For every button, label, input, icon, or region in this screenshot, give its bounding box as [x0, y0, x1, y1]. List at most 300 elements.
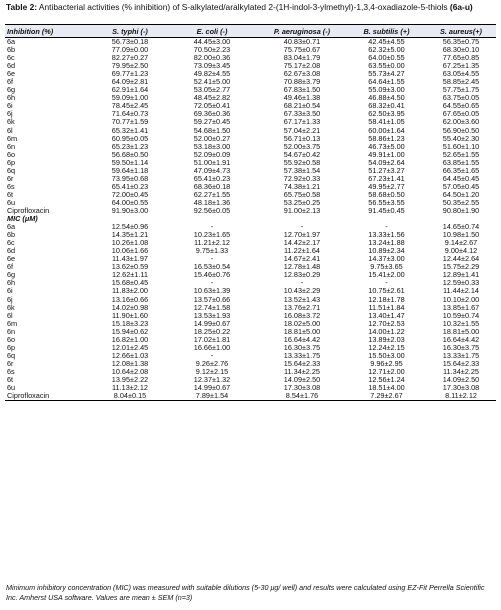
- row-label-cell: 6p: [7, 342, 16, 352]
- value-cell: 10.23±1.65: [193, 230, 231, 240]
- value-cell: 12.78±1.48: [283, 262, 321, 272]
- row-label-cell: 6e: [7, 69, 16, 79]
- value-cell: 68.32±0.41: [368, 101, 405, 111]
- value-cell: 70.50±2.23: [193, 45, 231, 55]
- value-cell: 13.53±1.93: [193, 310, 231, 320]
- table-row: [5, 392, 496, 401]
- value-cell: 11.22±1.64: [284, 246, 320, 256]
- value-cell: 13.57±0.66: [193, 294, 231, 304]
- row-label-cell: 6q: [7, 350, 16, 360]
- value-cell: 52.09±0.09: [193, 149, 231, 159]
- table-row: [5, 110, 496, 118]
- value-cell: 65.41±0.23: [111, 181, 149, 191]
- row-label-cell: 6d: [7, 246, 16, 256]
- table-row: [5, 336, 496, 344]
- row-label-cell: 6f: [7, 77, 14, 87]
- value-cell: 75.17±2.08: [283, 61, 321, 71]
- value-cell: 10.64±2.08: [111, 366, 149, 376]
- row-label-cell: 6o: [7, 149, 16, 159]
- row-label-cell: 6k: [7, 302, 15, 312]
- value-cell: 15.68±0.45: [111, 278, 149, 288]
- value-cell: 15.64±2.33: [283, 358, 321, 368]
- value-cell: 15.50±3.00: [368, 350, 405, 360]
- row-label-cell: 6j: [7, 109, 13, 119]
- value-cell: 78.45±2.45: [111, 101, 149, 111]
- value-cell: 14.99±0.67: [193, 318, 231, 328]
- value-cell: 17.30±3.08: [442, 383, 480, 393]
- value-cell: 12.01±2.45: [111, 342, 149, 352]
- table-row: [5, 368, 496, 376]
- value-cell: 7.89±1.54: [167, 392, 257, 401]
- table-row: [5, 360, 496, 368]
- row-label-cell: 6u: [7, 197, 16, 207]
- value-cell: 13.95±2.22: [111, 374, 149, 384]
- value-cell: 64.45±0.45: [442, 173, 480, 183]
- table-row: [5, 384, 496, 392]
- table-row: [5, 70, 496, 78]
- value-cell: 49.95±2.77: [368, 181, 405, 191]
- row-label-cell: 6e: [7, 254, 16, 264]
- value-cell: 55.09±3.00: [368, 85, 405, 95]
- row-label-cell: 6b: [7, 230, 16, 240]
- table-row: [5, 86, 496, 94]
- table-row: [5, 263, 496, 271]
- value-cell: 71.64±0.73: [111, 109, 149, 119]
- table-header-row: [5, 25, 496, 38]
- table-row: [5, 118, 496, 126]
- value-cell: 15.18±3.23: [111, 318, 149, 328]
- value-cell: 52.65±1.55: [442, 149, 480, 159]
- value-cell: 58.68±0.50: [368, 189, 405, 199]
- value-cell: 75.75±0.67: [283, 45, 321, 55]
- value-cell: 44.45±3.00: [193, 37, 231, 47]
- table-row: [5, 287, 496, 295]
- row-label-cell: 6c: [7, 53, 15, 63]
- value-cell: 64.50±1.20: [442, 189, 480, 199]
- value-cell: 59.64±1.18: [111, 165, 149, 175]
- table-caption: [6, 2, 496, 12]
- table-row: [5, 159, 496, 167]
- value-cell: 16.82±1.00: [111, 334, 149, 344]
- row-label-cell: 6s: [7, 181, 15, 191]
- value-cell: 11.43±1.97: [112, 254, 148, 264]
- row-label-cell: 6n: [7, 326, 16, 336]
- value-cell: 83.04±1.79: [283, 53, 321, 63]
- row-label-cell: 6c: [7, 238, 15, 248]
- value-cell: 7.29±2.67: [347, 392, 426, 401]
- value-cell: 13.40±1.47: [368, 310, 405, 320]
- value-cell: 11.44±2.14: [443, 286, 479, 296]
- value-cell: 56.71±0.13: [283, 133, 321, 143]
- value-cell: 11.90±1.60: [112, 310, 148, 320]
- value-cell: 68.21±0.54: [283, 101, 321, 111]
- value-cell: 16.64±4.42: [442, 334, 480, 344]
- row-label-cell: 6d: [7, 61, 16, 71]
- table-row: [5, 127, 496, 135]
- table-row: [5, 328, 496, 336]
- row-label-cell: 6j: [7, 294, 13, 304]
- value-cell: 90.80±1.90: [442, 206, 480, 215]
- value-cell: 18.25±0.22: [193, 326, 231, 336]
- value-cell: 55.73±4.27: [368, 69, 405, 79]
- value-cell: 18.81±5.00: [442, 326, 480, 336]
- value-cell: 14.35±1.21: [111, 230, 149, 240]
- table-row: [5, 38, 496, 47]
- value-cell: 68.36±0.18: [193, 181, 231, 191]
- value-cell: 16.30±3.75: [442, 342, 480, 352]
- value-cell: 16.53±0.54: [193, 262, 231, 272]
- table-row: [5, 320, 496, 328]
- value-cell: 58.86±1.23: [368, 133, 405, 143]
- row-label-cell: 6q: [7, 165, 16, 175]
- value-cell: 65.75±0.58: [283, 189, 321, 199]
- value-cell: 8.54±1.76: [257, 392, 347, 401]
- value-cell: 10.75±2.61: [368, 286, 405, 296]
- header-b-subtilis: B. subtilis (+): [347, 25, 426, 38]
- table-row: [5, 231, 496, 239]
- table-row: [5, 102, 496, 110]
- value-cell: 72.92±0.33: [283, 173, 321, 183]
- header-inhibition: Inhibition (%): [5, 25, 93, 38]
- row-label-cell: 6g: [7, 270, 16, 280]
- value-cell: 91.90±3.00: [111, 206, 149, 215]
- table-row: [5, 62, 496, 70]
- value-cell: 10.98±1.50: [442, 230, 480, 240]
- value-cell: 60.95±0.05: [111, 133, 149, 143]
- value-cell: 60.00±1.64: [368, 125, 405, 135]
- value-cell: 77.65±0.85: [442, 53, 480, 63]
- value-cell: 9.96±2.95: [370, 358, 403, 368]
- value-cell: 16.30±3.75: [283, 342, 321, 352]
- antibacterial-table: [5, 24, 496, 401]
- table-row: [5, 167, 496, 175]
- value-cell: 12.08±1.38: [111, 358, 149, 368]
- table-row: [5, 239, 496, 247]
- value-cell: 14.09±2.50: [283, 374, 321, 384]
- value-cell: 67.33±3.50: [283, 109, 321, 119]
- table-row: [5, 175, 496, 183]
- value-cell: 73.95±0.68: [111, 173, 149, 183]
- value-cell: 10.32±1.55: [442, 318, 480, 328]
- value-cell: 50.35±2.55: [442, 197, 480, 207]
- value-cell: 15.46±0.76: [193, 270, 231, 280]
- row-label-cell: 6h: [7, 278, 16, 288]
- table-row: [5, 183, 496, 191]
- value-cell: 18.51±4.00: [368, 383, 405, 393]
- value-cell: 54.67±0.42: [283, 149, 321, 159]
- value-cell: 46.73±5.00: [368, 141, 405, 151]
- value-cell: 57.04±2.21: [283, 125, 321, 135]
- value-cell: 14.67±2.41: [283, 254, 321, 264]
- value-cell: -: [300, 278, 304, 288]
- value-cell: 10.26±1.08: [111, 238, 149, 248]
- value-cell: 12.18±1.78: [368, 294, 405, 304]
- value-cell: 92.56±0.05: [193, 206, 231, 215]
- value-cell: 67.25±1.35: [442, 61, 480, 71]
- row-label-cell: 6a: [7, 37, 16, 47]
- value-cell: 49.91±1.00: [368, 149, 405, 159]
- value-cell: 9.00±4.12: [444, 246, 478, 256]
- row-label-cell: 6t: [7, 189, 14, 199]
- row-label-cell: 6p: [7, 157, 16, 167]
- value-cell: 63.55±0.00: [368, 61, 405, 71]
- table-row: [5, 151, 496, 159]
- value-cell: 10.59±0.74: [442, 310, 480, 320]
- value-cell: 9.14±2.67: [444, 238, 478, 248]
- value-cell: 17.02±1.81: [193, 334, 231, 344]
- value-cell: 55.92±0.58: [283, 157, 321, 167]
- value-cell: 64.64±1.55: [368, 77, 405, 87]
- value-cell: -: [210, 254, 214, 264]
- value-cell: 69.77±1.23: [111, 69, 149, 79]
- value-cell: 13.33±1.75: [442, 350, 480, 360]
- mic-section-row: [5, 215, 496, 223]
- value-cell: 68.30±0.10: [442, 45, 480, 55]
- value-cell: 65.32±1.41: [111, 125, 149, 135]
- row-label-cell: 6s: [7, 366, 15, 376]
- table-row: [5, 199, 496, 207]
- value-cell: 10.10±2.00: [442, 294, 480, 304]
- value-cell: 14.42±2.17: [283, 238, 321, 248]
- value-cell: 10.43±2.29: [283, 286, 321, 296]
- value-cell: 63.75±0.05: [442, 93, 480, 103]
- table-row: [5, 344, 496, 352]
- value-cell: 12.83±0.29: [283, 270, 321, 280]
- value-cell: 12.62±1.11: [112, 270, 148, 280]
- value-cell: 66.35±1.65: [442, 165, 480, 175]
- value-cell: 91.00±2.13: [283, 206, 321, 215]
- value-cell: 56.73±0.18: [111, 37, 149, 47]
- table-row: [5, 271, 496, 279]
- value-cell: 82.00±0.36: [193, 53, 231, 63]
- value-cell: 62.50±3.95: [368, 109, 405, 119]
- value-cell: 12.44±2.64: [442, 254, 480, 264]
- row-label-cell: 6o: [7, 334, 16, 344]
- table-row: [5, 304, 496, 312]
- row-label-cell: 6m: [7, 133, 18, 143]
- value-cell: 82.27±0.27: [111, 53, 149, 63]
- value-cell: 52.00±3.75: [283, 141, 321, 151]
- value-cell: 59.50±1.14: [111, 157, 149, 167]
- table-row: [5, 191, 496, 199]
- header-p-aeruginosa: P. aeruginosa (-): [257, 25, 347, 38]
- value-cell: 56.35±0.75: [442, 37, 480, 47]
- value-cell: 62.67±3.08: [283, 69, 321, 79]
- row-label-cell: 6l: [7, 310, 13, 320]
- value-cell: 18.02±5.00: [283, 318, 321, 328]
- value-cell: 11.51±1.84: [368, 302, 405, 312]
- table-row: [5, 279, 496, 287]
- row-label-cell: Ciprofloxacin: [5, 392, 93, 401]
- value-cell: 10.06±1.66: [111, 246, 149, 256]
- value-cell: 13.16±0.66: [111, 294, 149, 304]
- caption-suffix: (6a-u): [449, 2, 473, 12]
- value-cell: 70.88±3.79: [283, 77, 321, 87]
- value-cell: 15.94±0.62: [111, 326, 149, 336]
- value-cell: 65.23±1.23: [111, 141, 149, 151]
- table-row: [5, 46, 496, 54]
- value-cell: 8.11±2.12: [426, 392, 496, 401]
- header-e-coli: E. coli (-): [167, 25, 257, 38]
- value-cell: 10.63±1.39: [193, 286, 231, 296]
- value-cell: 64.00±0.55: [111, 197, 149, 207]
- value-cell: 57.75±1.75: [442, 85, 480, 95]
- table-row: [5, 143, 496, 151]
- value-cell: 91.45±0.45: [368, 206, 405, 215]
- value-cell: 74.38±1.21: [283, 181, 321, 191]
- value-cell: 62.32±5.00: [368, 45, 405, 55]
- value-cell: 58.85±2.45: [442, 77, 480, 87]
- header-s-aureus: S. aureus(+): [426, 25, 496, 38]
- row-label-cell: 6l: [7, 125, 13, 135]
- value-cell: 51.60±1.10: [442, 141, 480, 151]
- value-cell: 56.90±0.50: [442, 125, 480, 135]
- value-cell: 51.27±3.27: [368, 165, 405, 175]
- value-cell: 9.12±2.15: [195, 366, 229, 376]
- value-cell: 53.18±3.00: [193, 141, 231, 151]
- row-label-cell: 6i: [7, 286, 13, 296]
- row-label-cell: 6k: [7, 117, 15, 127]
- value-cell: 57.38±1.54: [283, 165, 321, 175]
- value-cell: 12.66±1.03: [111, 350, 149, 360]
- value-cell: 14.00±1.22: [368, 326, 405, 336]
- value-cell: 79.95±2.50: [111, 61, 149, 71]
- value-cell: 64.00±0.55: [368, 53, 405, 63]
- value-cell: 53.05±2.77: [193, 85, 231, 95]
- value-cell: 12.37±1.32: [193, 374, 231, 384]
- table-row: [5, 223, 496, 231]
- table-row: [5, 255, 496, 263]
- mic-section-label: MIC (μM): [7, 214, 38, 224]
- value-cell: 15.41±2.00: [368, 270, 405, 280]
- value-cell: 12.56±1.24: [368, 374, 405, 384]
- value-cell: 18.81±5.00: [283, 326, 321, 336]
- value-cell: 59.27±0.45: [193, 117, 231, 127]
- value-cell: 12.70±2.53: [368, 318, 405, 328]
- value-cell: 15.64±2.33: [442, 358, 480, 368]
- value-cell: 54.68±1.50: [193, 125, 231, 135]
- value-cell: 14.02±0.98: [111, 302, 149, 312]
- row-label-cell: Ciprofloxacin: [7, 206, 50, 215]
- table-row: [5, 94, 496, 102]
- value-cell: -: [210, 350, 214, 360]
- value-cell: 11.83±2.00: [112, 286, 148, 296]
- value-cell: 48.18±1.36: [193, 197, 231, 207]
- value-cell: 49.46±1.38: [283, 93, 321, 103]
- value-cell: 9.75±1.33: [195, 246, 229, 256]
- value-cell: 48.45±2.82: [193, 93, 231, 103]
- value-cell: -: [210, 278, 214, 288]
- value-cell: 73.09±3.45: [193, 61, 231, 71]
- value-cell: 12.70±1.97: [283, 230, 321, 240]
- value-cell: 67.83±1.50: [283, 85, 321, 95]
- value-cell: 52.00±0.27: [193, 133, 231, 143]
- value-cell: 12.74±1.58: [193, 302, 231, 312]
- value-cell: 14.09±2.50: [442, 374, 480, 384]
- value-cell: -: [385, 222, 388, 232]
- row-label-cell: 6n: [7, 141, 16, 151]
- value-cell: 13.33±1.56: [368, 230, 405, 240]
- value-cell: 14.65±0.74: [442, 222, 480, 232]
- value-cell: 9.75±3.65: [370, 262, 403, 272]
- value-cell: 11.34±2.25: [284, 366, 320, 376]
- value-cell: 13.89±2.03: [368, 334, 405, 344]
- value-cell: 13.76±2.71: [283, 302, 321, 312]
- value-cell: 8.04±0.15: [93, 392, 167, 401]
- value-cell: 54.09±2.64: [368, 157, 405, 167]
- value-cell: 46.88±4.50: [368, 93, 405, 103]
- value-cell: 14.37±3.00: [368, 254, 405, 264]
- value-cell: 10.89±2.34: [368, 246, 405, 256]
- row-label-cell: 6g: [7, 85, 16, 95]
- row-label-cell: 6u: [7, 383, 16, 393]
- row-label-cell: 6m: [7, 318, 18, 328]
- value-cell: 12.59±0.33: [442, 278, 480, 288]
- value-cell: 13.52±1.43: [283, 294, 321, 304]
- row-label-cell: 6a: [7, 222, 16, 232]
- value-cell: 56.68±0.50: [111, 149, 149, 159]
- value-cell: 9.26±2.76: [195, 358, 229, 368]
- value-cell: 16.66±1.00: [193, 342, 231, 352]
- value-cell: 53.25±0.25: [283, 197, 321, 207]
- value-cell: 64.09±2.81: [111, 77, 149, 87]
- value-cell: 62.27±1.55: [193, 189, 231, 199]
- value-cell: 67.65±0.05: [442, 109, 480, 119]
- value-cell: 72.05±0.41: [193, 101, 231, 111]
- value-cell: 67.17±1.33: [283, 117, 321, 127]
- caption-label: Table 2:: [6, 2, 38, 12]
- row-label-cell: 6h: [7, 93, 16, 103]
- table-row: [5, 376, 496, 384]
- value-cell: 49.82±4.55: [193, 69, 231, 79]
- value-cell: 63.85±1.55: [442, 157, 480, 167]
- value-cell: 17.30±3.08: [283, 383, 321, 393]
- row-label-cell: 6i: [7, 101, 13, 111]
- value-cell: 40.83±0.71: [283, 37, 321, 47]
- table-row: [5, 54, 496, 62]
- value-cell: 62.91±1.64: [111, 85, 149, 95]
- row-label-cell: 6b: [7, 45, 16, 55]
- value-cell: 69.36±0.36: [193, 109, 231, 119]
- value-cell: 47.09±4.73: [193, 165, 231, 175]
- value-cell: 12.89±1.41: [442, 270, 480, 280]
- value-cell: -: [385, 278, 388, 288]
- value-cell: 11.13±2.12: [112, 383, 148, 393]
- value-cell: 77.09±0.00: [111, 45, 149, 55]
- value-cell: 51.00±1.91: [193, 157, 231, 167]
- value-cell: 12.71±2.00: [368, 366, 405, 376]
- value-cell: 16.64±4.42: [283, 334, 321, 344]
- value-cell: 52.41±5.00: [193, 77, 231, 87]
- value-cell: 16.08±3.72: [283, 310, 321, 320]
- value-cell: 13.33±1.75: [283, 350, 321, 360]
- value-cell: 64.55±0.65: [442, 101, 480, 111]
- table-row: [5, 135, 496, 143]
- value-cell: 12.54±0.96: [111, 222, 149, 232]
- value-cell: 67.23±1.41: [368, 173, 405, 183]
- row-label-cell: 6r: [7, 358, 14, 368]
- caption-text: Antibacterial activities (% inhibition) of S-alkylated/aralkylated 2-(1H-indol-3-ylmethyl)-1,3,4-oxadiazole-5-thiols: [37, 2, 450, 12]
- table-row: [5, 296, 496, 304]
- table-row: [5, 352, 496, 360]
- value-cell: 57.05±0.45: [442, 181, 480, 191]
- row-label-cell: 6f: [7, 262, 14, 272]
- value-cell: 11.34±2.25: [443, 366, 479, 376]
- value-cell: 13.24±1.88: [368, 238, 405, 248]
- value-cell: 62.00±3.60: [442, 117, 480, 127]
- table-body: [5, 38, 496, 401]
- table-row: [5, 78, 496, 86]
